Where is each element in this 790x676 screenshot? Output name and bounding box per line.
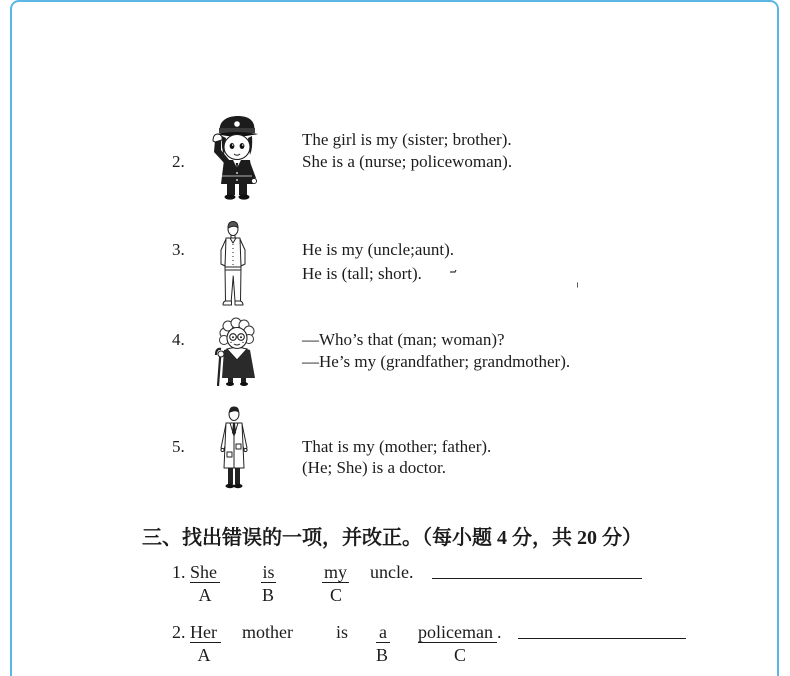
option-label: A [198, 585, 212, 605]
option-label: A [197, 645, 211, 665]
underlined-word-b: a [376, 622, 390, 643]
underlined-word-b: is [262, 562, 275, 582]
sentence-word: uncle. [370, 562, 414, 582]
policewoman-saluting-icon [204, 114, 262, 202]
dress [218, 348, 255, 387]
answer-blank-line [518, 638, 686, 639]
option-label: B [261, 585, 274, 605]
answer-blank-line [432, 578, 642, 579]
man-standing-icon [217, 220, 249, 308]
white-coat [221, 408, 247, 469]
legs [226, 466, 243, 488]
man-figure [221, 222, 245, 306]
scan-mark [449, 269, 457, 275]
sentence-line: (He; She) is a doctor. [302, 458, 446, 477]
grandmother-with-cane-icon [208, 318, 258, 388]
option-label: B [375, 645, 388, 665]
police-cap [216, 116, 258, 137]
section-heading: 三、找出错误的一项，并改正。（每小题 4 分，共 20 分） [142, 527, 642, 549]
option-label: C [329, 585, 342, 605]
sentence-period: . [497, 622, 502, 642]
face [227, 328, 247, 349]
sentence-line: He is (tall; short). [302, 264, 422, 283]
sentence-line: —He’s my (grandfather; grandmother). [302, 352, 571, 371]
underlined-word-a: Her [190, 622, 221, 643]
item-number: 5. [172, 437, 185, 456]
option-label: C [453, 645, 466, 665]
doctor-icon [219, 404, 249, 492]
question-number: 2. [172, 622, 186, 642]
sentence-line: He is my (uncle;aunt). [302, 240, 455, 259]
item-number: 4. [172, 330, 185, 349]
uniform [221, 160, 257, 200]
underlined-word-a: She [190, 562, 220, 583]
question-number: 1. [172, 562, 186, 582]
underlined-word-c: my [323, 562, 347, 582]
sentence-line: The girl is my (sister; brother). [302, 130, 512, 149]
sentence-line: That is my (mother; father). [302, 437, 492, 456]
sentence-line: She is a (nurse; policewoman). [302, 152, 513, 171]
sentence-word: is [336, 622, 349, 642]
item-number: 2. [172, 152, 185, 171]
item-number: 3. [172, 240, 185, 259]
scan-mark [576, 282, 579, 288]
sentence-line: —Who’s that (man; woman)? [302, 330, 505, 349]
face [222, 135, 253, 160]
underlined-word-c: policeman [418, 622, 497, 643]
sentence-word: mother [242, 622, 293, 642]
